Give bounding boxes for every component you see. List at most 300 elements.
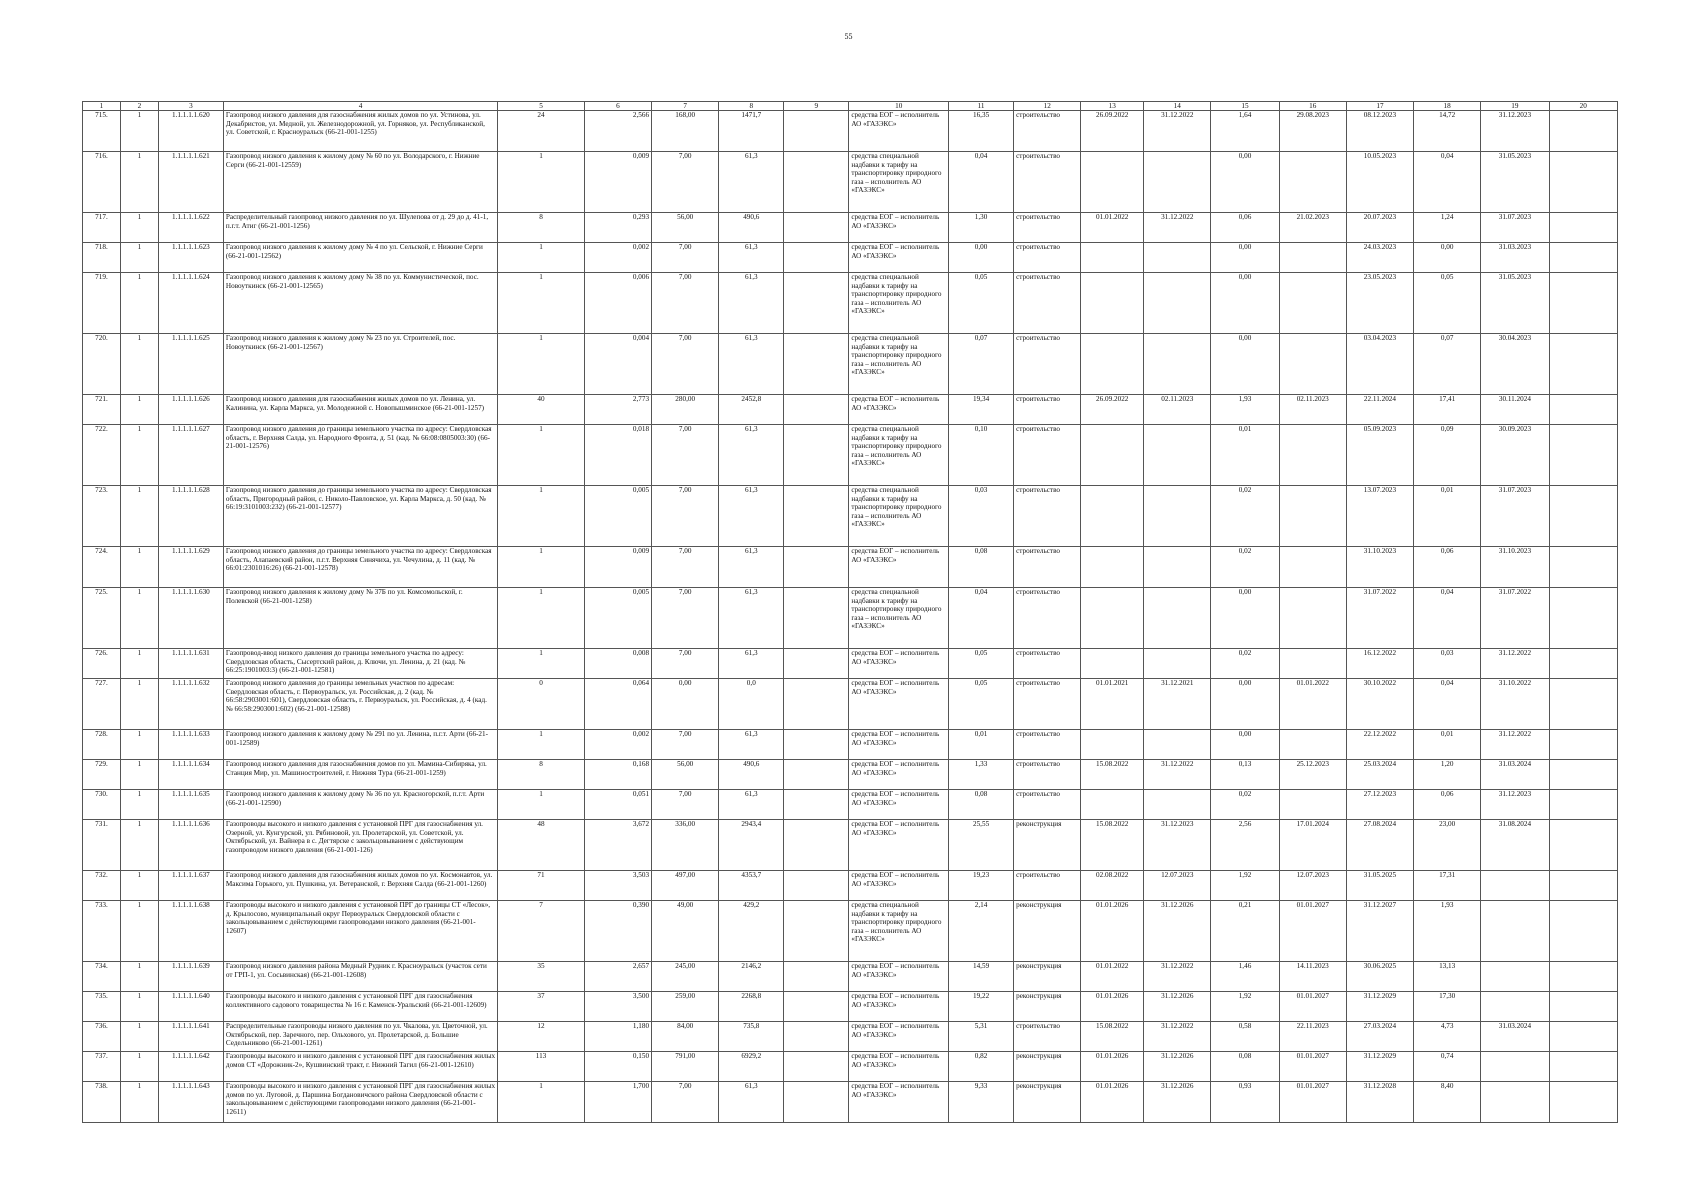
column-number: 19 [1481,102,1549,111]
work-type: реконструкция [1014,962,1081,992]
value-col-5: 1 [498,588,585,649]
value-col-9 [784,425,849,486]
work-type: строительство [1014,730,1081,760]
date-col-19 [1481,871,1549,901]
value-col-9 [784,901,849,962]
end-date [1144,547,1211,588]
row-number: 722. [83,425,121,486]
table-row [83,273,1618,334]
row-number: 717. [83,213,121,243]
table-row [83,679,1618,730]
value-col-6: 3,503 [584,871,651,901]
level: 1 [120,425,158,486]
value-col-20 [1549,547,1617,588]
value-col-5: 1 [498,273,585,334]
date-col-19: 31.12.2022 [1481,730,1549,760]
object-code: 1.1.1.1.1.630 [158,588,223,649]
page-number: 55 [844,32,853,41]
work-type: строительство [1014,486,1081,547]
value-col-7: 7,00 [652,790,719,820]
value-col-11: 1,33 [949,760,1014,790]
object-code: 1.1.1.1.1.625 [158,334,223,395]
value-col-9 [784,588,849,649]
table-row [83,213,1618,243]
level: 1 [120,730,158,760]
start-date: 02.08.2022 [1081,871,1144,901]
object-code: 1.1.1.1.1.633 [158,730,223,760]
value-col-8: 61,3 [719,425,784,486]
level: 1 [120,760,158,790]
start-date: 01.01.2026 [1081,1052,1144,1082]
funding-source: средства ЕОГ – исполнитель АО «ГАЗЭКС» [849,962,949,992]
funding-source: средства ЕОГ – исполнитель АО «ГАЗЭКС» [849,760,949,790]
row-number: 724. [83,547,121,588]
value-col-6: 0,051 [584,790,651,820]
column-number: 6 [584,102,651,111]
funding-source: средства специальной надбавки к тарифу на транспортировку природного газа – исполнитель АО «ГАЗЭКС» [849,588,949,649]
table-row [83,243,1618,273]
value-col-5: 37 [498,992,585,1022]
level: 1 [120,1082,158,1123]
value-col-20 [1549,790,1617,820]
table-row [83,486,1618,547]
value-col-11: 19,34 [949,395,1014,425]
end-date: 12.07.2023 [1144,871,1211,901]
end-date [1144,730,1211,760]
date-col-19: 31.05.2023 [1481,152,1549,213]
value-col-8: 2452,8 [719,395,784,425]
value-col-6: 0,009 [584,152,651,213]
date-col-16: 01.01.2027 [1279,992,1346,1022]
value-col-11: 16,35 [949,111,1014,152]
value-col-15: 1,92 [1211,871,1279,901]
date-col-19 [1481,1082,1549,1123]
value-col-8: 61,3 [719,790,784,820]
value-col-8: 6929,2 [719,1052,784,1082]
end-date: 31.12.2026 [1144,992,1211,1022]
value-col-7: 7,00 [652,425,719,486]
date-col-19: 31.07.2023 [1481,213,1549,243]
value-col-20 [1549,243,1617,273]
date-col-19 [1481,962,1549,992]
object-description: Газопровод низкого давления к жилому дому № 23 по ул. Строителей, пос. Новоуткинск (66-21-001-12567) [223,334,497,395]
date-col-17: 08.12.2023 [1346,111,1413,152]
value-col-18: 0,06 [1414,547,1481,588]
value-col-7: 7,00 [652,1082,719,1123]
value-col-7: 49,00 [652,901,719,962]
value-col-6: 3,500 [584,992,651,1022]
object-code: 1.1.1.1.1.638 [158,901,223,962]
date-col-17: 23.05.2023 [1346,273,1413,334]
date-col-16 [1279,790,1346,820]
table-row [83,1082,1618,1123]
row-number: 716. [83,152,121,213]
end-date: 31.12.2022 [1144,1022,1211,1052]
object-code: 1.1.1.1.1.621 [158,152,223,213]
value-col-5: 35 [498,962,585,992]
work-type: строительство [1014,871,1081,901]
end-date [1144,334,1211,395]
value-col-15: 0,00 [1211,152,1279,213]
value-col-20 [1549,901,1617,962]
value-col-5: 1 [498,790,585,820]
row-number: 733. [83,901,121,962]
value-col-18: 0,04 [1414,679,1481,730]
value-col-11: 0,00 [949,243,1014,273]
object-code: 1.1.1.1.1.635 [158,790,223,820]
value-col-5: 1 [498,486,585,547]
date-col-17: 27.08.2024 [1346,820,1413,871]
date-col-16 [1279,243,1346,273]
value-col-9 [784,1082,849,1123]
value-col-6: 0,390 [584,901,651,962]
object-code: 1.1.1.1.1.634 [158,760,223,790]
object-description: Распределительные газопроводы низкого давления по ул. Чкалова, ул. Цветочной, ул. Октябрьской, пер. Заречного, пер. Ольхового, ул. Пролетарской, д. Большие Седельниково (66-21-001-1261) [223,1022,497,1052]
table-row [83,395,1618,425]
value-col-20 [1549,1082,1617,1123]
value-col-8: 1471,7 [719,111,784,152]
value-col-18: 8,40 [1414,1082,1481,1123]
value-col-5: 1 [498,425,585,486]
value-col-20 [1549,334,1617,395]
funding-source: средства специальной надбавки к тарифу на транспортировку природного газа – исполнитель АО «ГАЗЭКС» [849,152,949,213]
level: 1 [120,820,158,871]
value-col-9 [784,213,849,243]
table-row [83,152,1618,213]
value-col-5: 7 [498,901,585,962]
object-code: 1.1.1.1.1.643 [158,1082,223,1123]
value-col-20 [1549,871,1617,901]
object-description: Газопроводы высокого и низкого давления с установкой ПРГ для газоснабжения коллективного садового товарищества № 16 г. Каменск-Уральский (66-21-001-12609) [223,992,497,1022]
work-type: реконструкция [1014,1082,1081,1123]
row-number: 719. [83,273,121,334]
start-date [1081,730,1144,760]
start-date [1081,547,1144,588]
column-number: 10 [849,102,949,111]
value-col-15: 1,93 [1211,395,1279,425]
value-col-11: 5,31 [949,1022,1014,1052]
value-col-20 [1549,152,1617,213]
start-date: 01.01.2022 [1081,213,1144,243]
value-col-5: 1 [498,649,585,679]
value-col-6: 0,018 [584,425,651,486]
start-date: 15.08.2022 [1081,760,1144,790]
object-description: Газопровод низкого давления к жилому дому № 291 по ул. Ленина, п.г.т. Арти (66-21-001-12589) [223,730,497,760]
object-description: Газопровод низкого давления до границы земельных участков по адресам: Свердловская область, г. Первоуральск, ул. Российская, д. 2 (кад. № 66:58:2903001:601), Свердловская область, г. Первоуральск, ул. Российская, д. 4 (кад. № 66:58:2903001:602) (66-21-001-12588) [223,679,497,730]
work-type: строительство [1014,395,1081,425]
date-col-16: 25.12.2023 [1279,760,1346,790]
start-date [1081,486,1144,547]
value-col-18: 1,20 [1414,760,1481,790]
value-col-18: 0,04 [1414,588,1481,649]
level: 1 [120,871,158,901]
date-col-16 [1279,730,1346,760]
value-col-9 [784,243,849,273]
value-col-5: 1 [498,243,585,273]
row-number: 738. [83,1082,121,1123]
value-col-9 [784,760,849,790]
column-number: 9 [784,102,849,111]
end-date: 31.12.2026 [1144,1082,1211,1123]
value-col-7: 84,00 [652,1022,719,1052]
funding-source: средства ЕОГ – исполнитель АО «ГАЗЭКС» [849,1052,949,1082]
value-col-11: 0,01 [949,730,1014,760]
value-col-20 [1549,649,1617,679]
row-number: 727. [83,679,121,730]
row-number: 731. [83,820,121,871]
date-col-17: 13.07.2023 [1346,486,1413,547]
object-code: 1.1.1.1.1.631 [158,649,223,679]
column-number: 12 [1014,102,1081,111]
value-col-6: 0,002 [584,730,651,760]
date-col-19: 31.03.2024 [1481,1022,1549,1052]
value-col-11: 0,10 [949,425,1014,486]
level: 1 [120,547,158,588]
date-col-16 [1279,547,1346,588]
object-description: Газопровод низкого давления к жилому дому № 4 по ул. Сельской, г. Нижние Серги (66-21-001-12562) [223,243,497,273]
value-col-15: 0,02 [1211,790,1279,820]
end-date: 31.12.2022 [1144,111,1211,152]
value-col-20 [1549,730,1617,760]
object-description: Газопровод-ввод низкого давления до границы земельного участка по адресу: Свердловская область, Сысертский район, д. Ключи, ул. Ленина, д. 21 (кад. № 66:25:1901003:3) (66-21-001-12581) [223,649,497,679]
row-number: 718. [83,243,121,273]
work-type: реконструкция [1014,820,1081,871]
work-type: строительство [1014,760,1081,790]
date-col-17: 31.12.2029 [1346,1052,1413,1082]
object-code: 1.1.1.1.1.620 [158,111,223,152]
value-col-18: 0,00 [1414,243,1481,273]
column-number: 16 [1279,102,1346,111]
value-col-11: 19,23 [949,871,1014,901]
column-number: 18 [1414,102,1481,111]
value-col-11: 0,05 [949,679,1014,730]
date-col-17: 31.12.2028 [1346,1082,1413,1123]
date-col-17: 31.10.2023 [1346,547,1413,588]
level: 1 [120,334,158,395]
value-col-8: 2268,8 [719,992,784,1022]
column-number: 15 [1211,102,1279,111]
end-date: 31.12.2021 [1144,679,1211,730]
work-type: строительство [1014,547,1081,588]
value-col-8: 61,3 [719,152,784,213]
value-col-11: 0,05 [949,649,1014,679]
funding-source: средства ЕОГ – исполнитель АО «ГАЗЭКС» [849,547,949,588]
object-code: 1.1.1.1.1.639 [158,962,223,992]
value-col-15: 2,56 [1211,820,1279,871]
value-col-9 [784,790,849,820]
object-code: 1.1.1.1.1.640 [158,992,223,1022]
column-number-row [83,102,1618,111]
value-col-6: 0,005 [584,588,651,649]
value-col-8: 61,3 [719,243,784,273]
value-col-9 [784,820,849,871]
value-col-18: 17,31 [1414,871,1481,901]
value-col-5: 8 [498,760,585,790]
date-col-17: 31.12.2029 [1346,992,1413,1022]
row-number: 737. [83,1052,121,1082]
date-col-16: 01.01.2022 [1279,679,1346,730]
table-row [83,425,1618,486]
value-col-7: 245,00 [652,962,719,992]
value-col-5: 1 [498,547,585,588]
date-col-16 [1279,425,1346,486]
value-col-11: 25,55 [949,820,1014,871]
table-row [83,992,1618,1022]
value-col-15: 0,58 [1211,1022,1279,1052]
value-col-18: 17,30 [1414,992,1481,1022]
value-col-20 [1549,425,1617,486]
object-code: 1.1.1.1.1.632 [158,679,223,730]
funding-source: средства специальной надбавки к тарифу на транспортировку природного газа – исполнитель АО «ГАЗЭКС» [849,486,949,547]
date-col-19: 30.11.2024 [1481,395,1549,425]
value-col-18: 0,74 [1414,1052,1481,1082]
value-col-8: 61,3 [719,649,784,679]
start-date: 01.01.2026 [1081,992,1144,1022]
value-col-15: 0,21 [1211,901,1279,962]
date-col-16: 17.01.2024 [1279,820,1346,871]
work-type: строительство [1014,152,1081,213]
value-col-6: 2,773 [584,395,651,425]
column-number: 20 [1549,102,1617,111]
object-description: Газопровод низкого давления до границы земельного участка по адресу: Свердловская область, Алапаевский район, п.г.т. Верхняя Синячиха, ул. Чечулина, д. 11 (кад. № 66:01:2301016:26) (66-21-001-12578) [223,547,497,588]
value-col-8: 61,3 [719,486,784,547]
object-code: 1.1.1.1.1.642 [158,1052,223,1082]
date-col-19: 31.12.2023 [1481,790,1549,820]
level: 1 [120,790,158,820]
object-code: 1.1.1.1.1.637 [158,871,223,901]
table-row [83,547,1618,588]
end-date: 31.12.2023 [1144,820,1211,871]
date-col-19: 31.12.2023 [1481,111,1549,152]
date-col-19: 31.08.2024 [1481,820,1549,871]
date-col-17: 16.12.2022 [1346,649,1413,679]
table-row [83,760,1618,790]
value-col-15: 0,00 [1211,588,1279,649]
object-description: Газопровод низкого давления к жилому дому № 38 по ул. Коммунистической, пос. Новоуткинск (66-21-001-12565) [223,273,497,334]
funding-source: средства ЕОГ – исполнитель АО «ГАЗЭКС» [849,730,949,760]
start-date [1081,649,1144,679]
funding-source: средства ЕОГ – исполнитель АО «ГАЗЭКС» [849,111,949,152]
value-col-18: 0,07 [1414,334,1481,395]
value-col-8: 735,8 [719,1022,784,1052]
value-col-5: 1 [498,334,585,395]
value-col-15: 0,13 [1211,760,1279,790]
row-number: 726. [83,649,121,679]
value-col-8: 61,3 [719,1082,784,1123]
date-col-17: 30.06.2025 [1346,962,1413,992]
value-col-6: 0,168 [584,760,651,790]
value-col-20 [1549,679,1617,730]
table-row [83,730,1618,760]
value-col-6: 0,005 [584,486,651,547]
value-col-7: 7,00 [652,273,719,334]
value-col-8: 61,3 [719,334,784,395]
value-col-5: 113 [498,1052,585,1082]
column-number: 7 [652,102,719,111]
date-col-19: 31.03.2024 [1481,760,1549,790]
level: 1 [120,901,158,962]
work-type: строительство [1014,213,1081,243]
date-col-16: 01.01.2027 [1279,1052,1346,1082]
work-type: строительство [1014,243,1081,273]
value-col-11: 0,08 [949,790,1014,820]
object-code: 1.1.1.1.1.624 [158,273,223,334]
date-col-17: 22.11.2024 [1346,395,1413,425]
value-col-11: 1,30 [949,213,1014,243]
value-col-7: 7,00 [652,588,719,649]
work-type: реконструкция [1014,992,1081,1022]
table-row [83,111,1618,152]
value-col-5: 48 [498,820,585,871]
start-date: 26.09.2022 [1081,395,1144,425]
value-col-15: 1,46 [1211,962,1279,992]
value-col-11: 0,07 [949,334,1014,395]
value-col-6: 0,002 [584,243,651,273]
start-date [1081,334,1144,395]
value-col-18: 13,13 [1414,962,1481,992]
date-col-17: 30.10.2022 [1346,679,1413,730]
value-col-15: 0,93 [1211,1082,1279,1123]
value-col-15: 0,00 [1211,334,1279,395]
table-row [83,962,1618,992]
level: 1 [120,992,158,1022]
date-col-16 [1279,273,1346,334]
row-number: 735. [83,992,121,1022]
date-col-16: 29.08.2023 [1279,111,1346,152]
funding-source: средства ЕОГ – исполнитель АО «ГАЗЭКС» [849,1022,949,1052]
object-description: Газопроводы высокого и низкого давления с установкой ПРГ для газоснабжения жилых домов СТ «Дорожник-2», Кушвинский тракт, г. Нижний Тагил (66-21-001-12610) [223,1052,497,1082]
value-col-11: 14,59 [949,962,1014,992]
value-col-9 [784,1052,849,1082]
value-col-9 [784,334,849,395]
start-date [1081,790,1144,820]
value-col-20 [1549,213,1617,243]
value-col-6: 0,064 [584,679,651,730]
value-col-7: 0,00 [652,679,719,730]
value-col-7: 497,00 [652,871,719,901]
object-code: 1.1.1.1.1.641 [158,1022,223,1052]
date-col-17: 25.03.2024 [1346,760,1413,790]
level: 1 [120,243,158,273]
value-col-7: 56,00 [652,213,719,243]
value-col-18: 17,41 [1414,395,1481,425]
row-number: 732. [83,871,121,901]
table-row [83,334,1618,395]
value-col-15: 1,92 [1211,992,1279,1022]
column-number: 11 [949,102,1014,111]
value-col-18: 0,09 [1414,425,1481,486]
value-col-5: 24 [498,111,585,152]
work-type: реконструкция [1014,901,1081,962]
row-number: 725. [83,588,121,649]
date-col-17: 05.09.2023 [1346,425,1413,486]
funding-source: средства специальной надбавки к тарифу на транспортировку природного газа – исполнитель АО «ГАЗЭКС» [849,334,949,395]
level: 1 [120,1052,158,1082]
value-col-18: 0,01 [1414,486,1481,547]
object-description: Газопроводы высокого и низкого давления с установкой ПРГ до границы СТ «Лесок», д. Крылосово, муниципальный округ Первоуральск Свердловской области с закольцовыванием с действующими газопроводами низкого давления (66-21-001-12607) [223,901,497,962]
level: 1 [120,395,158,425]
value-col-6: 2,566 [584,111,651,152]
value-col-7: 259,00 [652,992,719,1022]
value-col-6: 1,180 [584,1022,651,1052]
value-col-8: 490,6 [719,213,784,243]
table-row [83,790,1618,820]
work-type: строительство [1014,790,1081,820]
end-date: 02.11.2023 [1144,395,1211,425]
value-col-6: 1,700 [584,1082,651,1123]
end-date: 31.12.2026 [1144,1052,1211,1082]
date-col-16: 14.11.2023 [1279,962,1346,992]
